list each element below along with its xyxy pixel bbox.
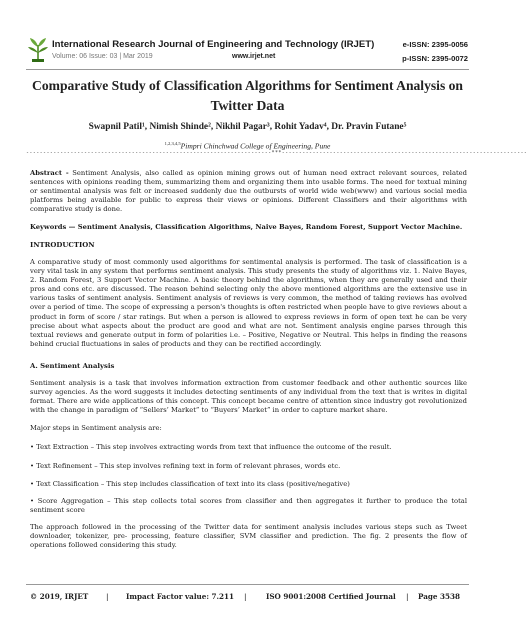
- journal-website-link[interactable]: www.irjet.net: [232, 53, 276, 60]
- steps-intro: Major steps in Sentiment analysis are:: [30, 424, 162, 432]
- footer-separator: |: [244, 592, 247, 601]
- p-issn: p-ISSN: 2395-0072: [402, 54, 468, 63]
- footer-impact-factor: Impact Factor value: 7.211: [126, 592, 235, 601]
- footer-iso: ISO 9001:2008 Certified Journal: [266, 592, 396, 601]
- approach-paragraph: The approach followed in the processing of the Twitter data for sentiment analysis includes various steps such as Tweet downloader, tokenizer, pre- processing, feature classifier, SVM classifier and prediction. The fig. 2 presents the flow of operations followed considering this study.: [30, 523, 467, 550]
- step-item: • Text Classification – This step includes classification of text into its class (positive/negative): [30, 480, 350, 488]
- affiliation: $^{1,2,3,4,5}$Pimpri Chinchwad College of Engineering, Pune: [164, 141, 331, 151]
- keywords: Keywords — Sentiment Analysis, Classification Algorithms, Naive Bayes, Random Forest, Support Vector Machine.: [30, 223, 463, 231]
- introduction-paragraph: A comparative study of most commonly used algorithms for sentimental analysis is performed. The task of classification is a very vital task in any system that performs sentiment analysis. This study presents the study of algorithms viz. 1. Naive Bayes, 2. Random Forest, 3 Support Vector Machine. A basic theory behind the algorithms, when they are generally used and their pros and cons etc. are discussed. The reason behind selecting only the above mentioned algorithms are the extensive use in various tasks of sentiment analysis. Sentiment analysis of reviews is very common, the method of taking reviews has evolved over a period of time. The scope of expressing a person's thoughts is often restricted when people have to give reviews about a product in form of score / star ratings. But when a person is allowed to express reviews in form of open text he can be very precise about what aspects about the product are good and what are not. Sentiment analysis engine parses through this textual reviews and generate output in form of polarities i.e. – Positive, Negative or Neutral. This helps in finding the reasons behind crucial fluctuations in sales of products and they can be rectified accordingly.: [30, 258, 467, 348]
- paper-title: Comparative Study of Classification Algorithms for Sentiment Analysis on Twitter Data: [32, 78, 463, 113]
- section-a-heading: A. Sentiment Analysis: [30, 362, 115, 370]
- e-issn: e-ISSN: 2395-0056: [402, 40, 468, 49]
- journal-header: [28, 37, 468, 67]
- author-list: Swapnil Patil¹, Nimish Shinde², Nikhil Pagar³, Rohit Yadav⁴, Dr. Pravin Futane⁵: [88, 122, 407, 132]
- footer-copyright: © 2019, IRJET: [30, 592, 89, 601]
- section-a-paragraph: Sentiment analysis is a task that involves information extraction from customer feedback and other authentic sources like survey agencies. As the word suggests it includes detecting sentiments of any individual from the text that is writes in digital format. There are wide applications of this concept. This concept became centre of attention since industry got revolutionized with the change in paradigm of “Sellers’ Market” to “Buyers’ Market” in order to capture market share.: [30, 379, 467, 415]
- footer-separator: |: [406, 592, 409, 601]
- footer-separator: |: [106, 592, 109, 601]
- introduction-heading: INTRODUCTION: [30, 241, 95, 249]
- header-divider: [26, 69, 469, 70]
- step-item: • Score Aggregation – This step collects total scores from classifier and then aggregates it further to produce the total sentiment score: [30, 497, 467, 515]
- abstract: Abstract - Sentiment Analysis, also called as opinion mining grows out of human need extract relevant sources, related sentences with opinions reading them, summarizing them and organizing them into usable forms. The need for textual mining or sentimental analysis was felt or increased suddenly due the outbursts of world wide web(www) and various social media platforms being available for public to express their views or opinions. Different Classifiers and their algorithms with comparative study is done.: [30, 169, 467, 214]
- footer-page-number: Page 3538: [418, 592, 460, 601]
- journal-title: International Research Journal of Engineering and Technology (IRJET): [52, 39, 375, 50]
- step-item: • Text Extraction – This step involves extracting words from text that influence the outcome of the result.: [30, 443, 392, 451]
- volume-issue: Volume: 06 Issue: 03 | Mar 2019: [52, 53, 153, 60]
- section-divider: ------------------------------------------------------------------------***------------------------------------------------------------------------: [26, 150, 527, 156]
- footer-divider: [26, 584, 469, 585]
- irjet-logo-icon: [28, 37, 48, 63]
- step-item: • Text Refinement – This step involves refining text in form of relevant phrases, words etc.: [30, 462, 341, 470]
